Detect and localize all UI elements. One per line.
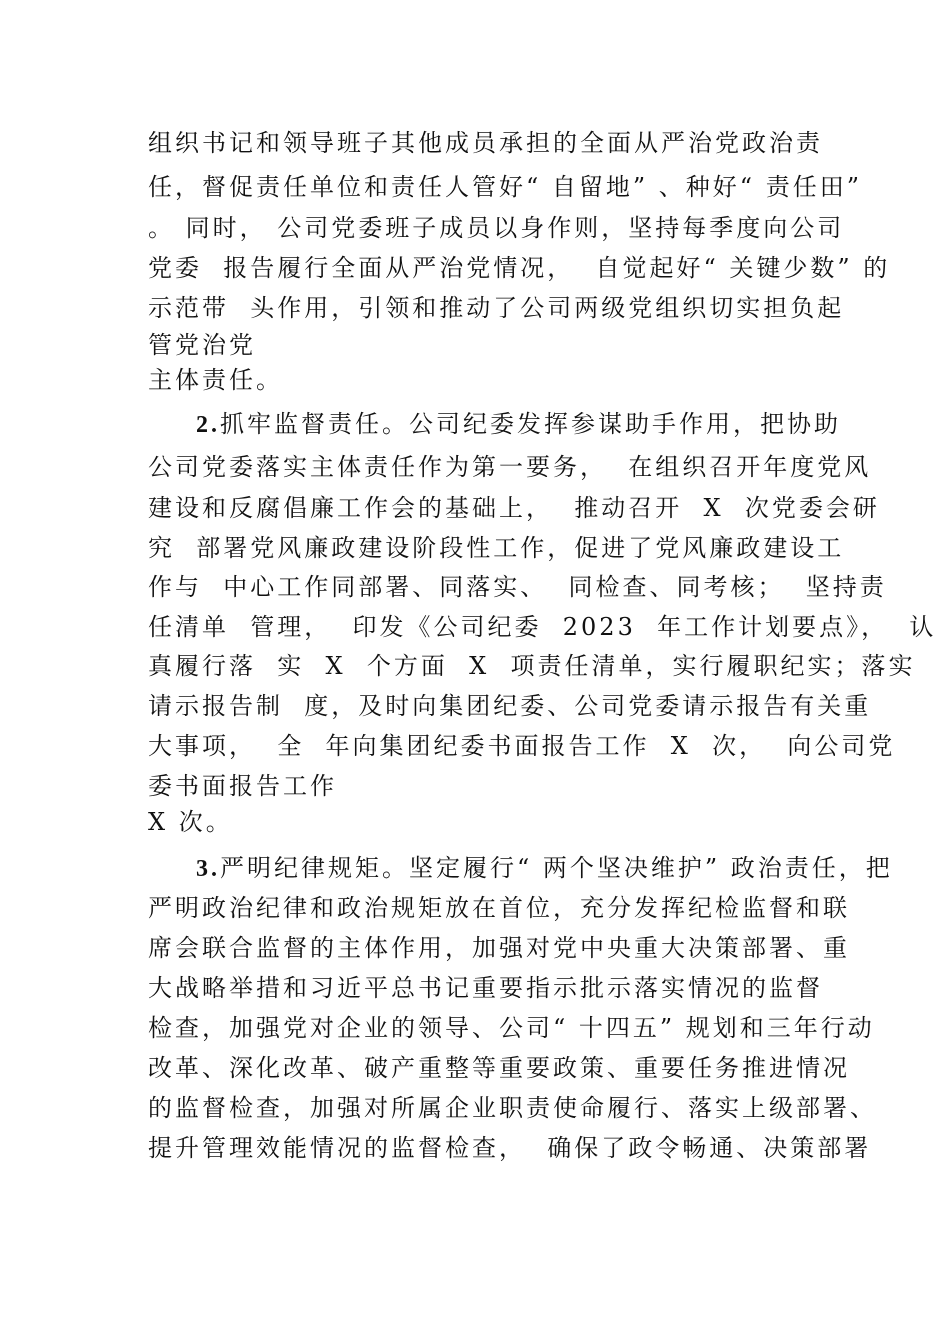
text-line: 建设和反腐倡廉工作会的基础上， 推动召开 X 次党委会研 — [148, 494, 880, 522]
text-line: 严明政治纪律和政治规矩放在首位，充分发挥纪检监督和联 — [148, 894, 850, 922]
text-line: 席会联合监督的主体作用，加强对党中央重大决策部署、重 — [148, 934, 850, 962]
text-line: 大事项， 全 年向集团纪委书面报告工作 X 次， 向公司党 — [148, 732, 896, 760]
text-line: 大战略举措和习近平总书记重要指示批示落实情况的监督 — [148, 974, 823, 1002]
text-line: 改革、深化改革、破产重整等重要政策、重要任务推进情况 — [148, 1054, 850, 1082]
text-line: 委书面报告工作 — [148, 772, 337, 800]
text-line: 作与 中心工作同部署、同落实、 同检查、同考核； 坚持责 — [148, 573, 887, 601]
text-line: 组织书记和领导班子其他成员承担的全面从严治党政治责 — [148, 129, 823, 157]
section-number: 3. — [196, 856, 220, 882]
text-line: 任，督促责任单位和责任人管好“ 自留地” 、种好“ 责任田” — [148, 173, 862, 201]
text-line: 公司党委落实主体责任作为第一要务， 在组织召开年度党风 — [148, 453, 872, 481]
text-line: 检查，加强党对企业的领导、公司“ 十四五” 规划和三年行动 — [148, 1014, 875, 1042]
text-line: 的监督检查，加强对所属企业职责使命履行、落实上级部署、 — [148, 1094, 877, 1122]
text-line: 任清单 管理， 印发《公司纪委 2023 年工作计划要点》， 认 — [148, 613, 937, 641]
text-line: 。 同时， 公司党委班子成员以身作则，坚持每季度向公司 — [148, 214, 845, 242]
text-line: 请示报告制 度，及时向集团纪委、公司党委请示报告有关重 — [148, 692, 872, 720]
text-span: 抓牢监督责任。公司纪委发挥参谋助手作用，把协助 — [220, 410, 841, 438]
section-number: 2. — [196, 412, 220, 438]
text-line: 真履行落 实 X 个方面 X 项责任清单，实行履职纪实；落实 — [148, 652, 916, 680]
text-line: 提升管理效能情况的监督检查， 确保了政令畅通、决策部署 — [148, 1134, 872, 1162]
text-line: 管党治党 — [148, 331, 256, 359]
text-line: 主体责任。 — [148, 366, 283, 394]
text-line: 示范带 头作用，引领和推动了公司两级党组织切实担负起 — [148, 294, 845, 322]
text-line: X 次。 — [148, 808, 233, 836]
text-line: 究 部署党风廉政建设阶段性工作，促进了党风廉政建设工 — [148, 534, 845, 562]
text-span: 严明纪律规矩。坚定履行“ 两个坚决维护” 政治责任，把 — [220, 854, 893, 882]
paragraph-first-line — [196, 853, 893, 884]
paragraph-first-line — [196, 409, 841, 440]
text-line: 党委 报告履行全面从严治党情况， 自觉起好“ 关键少数” 的 — [148, 254, 891, 282]
